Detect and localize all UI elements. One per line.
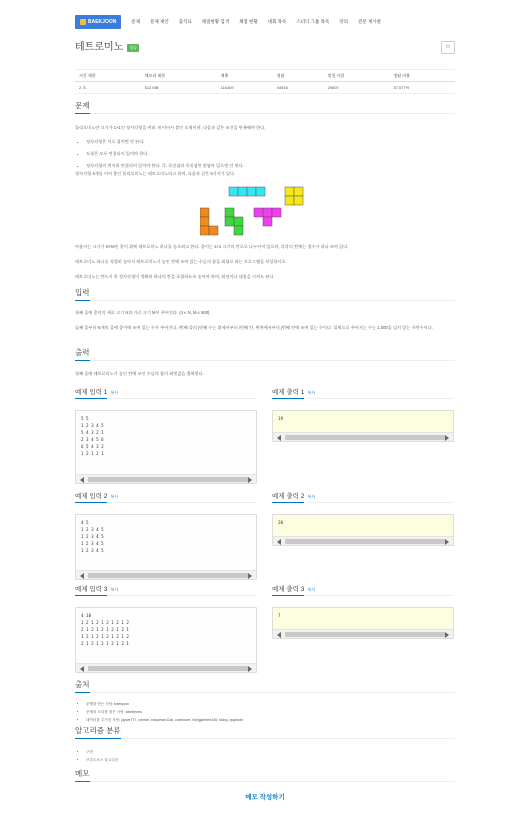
scroll-right-icon[interactable]	[248, 666, 252, 672]
example-input-label: 예제 입력 3	[75, 585, 107, 596]
source-item: • 문제의 오타를 찾은 사람: lcbelieves	[86, 710, 450, 715]
problem-info-table	[75, 69, 455, 94]
problem-paragraph: 테트로미노 하나를 적절히 놓아서 테트로미노가 놓인 칸에 쓰여 있는 수들의 합을 최대로 하는 프로그램을 작성하시오.	[75, 258, 287, 264]
scroll-left-icon[interactable]	[80, 477, 84, 483]
header-time-limit: 시간 제한	[75, 70, 141, 82]
section-title: 입력	[75, 288, 90, 301]
example-input-3-header	[75, 585, 257, 596]
example-input-2[interactable]	[75, 514, 257, 580]
condition-item: • 정사각형은 서로 겹치면 안 된다.	[86, 139, 450, 145]
scroll-right-icon[interactable]	[445, 435, 449, 441]
logo-text: BAEKJOON	[88, 18, 117, 25]
scroll-thumb[interactable]	[285, 632, 445, 637]
horizontal-scrollbar[interactable]	[76, 474, 256, 483]
input-description	[75, 310, 455, 340]
nav-item-status-search[interactable]: 채점현황 검색	[201, 18, 230, 24]
source-item: • 데이터를 추가한 사람: jaywe777, crimlet, eduperan12ai, cubelover, h0ngjaehee345, skioq, qwplkxln	[86, 718, 450, 723]
scroll-left-icon[interactable]	[80, 666, 84, 672]
info-value-row	[75, 82, 455, 94]
site-logo[interactable]	[75, 15, 121, 29]
info-header-row	[75, 70, 455, 82]
scroll-left-icon[interactable]	[80, 573, 84, 579]
horizontal-scrollbar[interactable]	[76, 570, 256, 579]
scroll-thumb[interactable]	[88, 477, 248, 482]
copy-button[interactable]: 복사	[307, 390, 316, 395]
nav-item-lectures[interactable]: 강의	[339, 18, 348, 24]
section-problem-header	[75, 101, 455, 114]
copy-button[interactable]: 복사	[307, 494, 316, 499]
header-solved-users: 맞힌 사람	[324, 70, 390, 82]
value-solved-users: 29807	[324, 82, 390, 94]
example-output-2[interactable]	[272, 514, 454, 546]
scroll-left-icon[interactable]	[277, 632, 281, 638]
copy-button[interactable]: 복사	[307, 587, 316, 592]
input-paragraph: 첫째 줄에 종이의 세로 크기 N과 가로 크기 M이 주어진다. (4 ≤ N, M ≤ 500)	[75, 310, 210, 315]
example-output-label: 예제 출력 1	[272, 388, 304, 399]
scroll-right-icon[interactable]	[248, 477, 252, 483]
scroll-left-icon[interactable]	[277, 435, 281, 441]
scroll-right-icon[interactable]	[445, 539, 449, 545]
nav-item-status[interactable]: 채점 현황	[239, 18, 258, 24]
value-time-limit: 2 초	[75, 82, 141, 94]
header-accepted: 정답	[273, 70, 324, 82]
nav-item-problems[interactable]: 문제	[131, 18, 141, 24]
section-title: 문제	[75, 101, 90, 114]
scroll-right-icon[interactable]	[248, 573, 252, 579]
top-nav	[75, 14, 455, 30]
nav-item-attendance[interactable]: 출석표	[178, 18, 192, 24]
value-submissions: 116409	[217, 82, 273, 94]
nav-item-suggest[interactable]: 문제 제안	[150, 18, 169, 24]
scroll-left-icon[interactable]	[277, 539, 281, 545]
copy-button[interactable]: 복사	[110, 390, 119, 395]
horizontal-scrollbar[interactable]	[273, 629, 453, 638]
problem-paragraph: 테트로미노는 반드시 한 정사각형이 정확히 하나의 칸을 포함하도록 놓아야 하며, 회전이나 대칭을 시켜도 된다.	[75, 273, 275, 279]
output-description	[75, 371, 455, 386]
input-paragraph: 둘째 줄부터 N개의 줄에 종이에 쓰여 있는 수가 주어진다. i번째 줄의 j번째 수는 위에서부터 i번째 칸, 왼쪽에서부터 j번째 칸에 쓰여 있는 수이다. 입력으로 주어지는 수는 1,000을 넘지 않는 자연수이다.	[75, 324, 433, 330]
scroll-thumb[interactable]	[88, 573, 248, 578]
copy-button[interactable]: 복사	[110, 587, 119, 592]
example-input-3[interactable]	[75, 607, 257, 673]
nav-item-groups[interactable]: 스터디 그룹 목록	[296, 18, 330, 24]
scroll-right-icon[interactable]	[445, 632, 449, 638]
example-input-1[interactable]	[75, 410, 257, 484]
title-row	[75, 40, 455, 56]
value-memory-limit: 512 MB	[141, 82, 217, 94]
logo-icon	[80, 19, 86, 25]
star-icon: ☆	[445, 44, 451, 51]
algorithm-tag[interactable]: • 브루트포스 알고리즘	[86, 758, 450, 763]
section-memo-header	[75, 769, 455, 782]
algorithm-tag[interactable]: • 구현	[86, 750, 450, 755]
problem-conditions	[80, 139, 450, 175]
section-title: 출력	[75, 348, 90, 361]
header-submissions: 제출	[217, 70, 273, 82]
example-input-label: 예제 입력 2	[75, 492, 107, 503]
nav-item-board[interactable]: 전문 게시판	[358, 18, 381, 24]
example-output-text: 19	[278, 416, 284, 421]
section-input-header	[75, 288, 455, 301]
problem-title: 테트로미노	[75, 42, 124, 53]
example-input-text: 5 5 1 2 3 4 5 5 4 3 2 1 2 3 4 5 6 6 5 4 3 2 1 2 1 2 1	[81, 416, 104, 456]
example-output-label: 예제 출력 3	[272, 585, 304, 596]
example-input-1-header	[75, 388, 257, 399]
copy-button[interactable]: 복사	[110, 494, 119, 499]
section-output-header	[75, 348, 455, 361]
favorite-button[interactable]	[441, 41, 455, 54]
section-title: 메모	[75, 769, 90, 782]
problem-intro	[75, 125, 455, 140]
tetromino-intro	[75, 171, 455, 186]
intro-text: 폴리오미노란 크기가 1×1인 정사각형을 여러 개 이어서 붙인 도형이며, 다음과 같은 조건을 만족해야 한다.	[75, 125, 266, 130]
example-input-text: 4 5 1 2 3 4 5 1 2 3 4 5 1 2 3 4 5 1 2 3 4 5	[81, 520, 104, 553]
condition-item: • 정사각형의 변끼리 연결되어 있어야 한다. 즉, 꼭짓점과 꼭짓점만 맞닿아 있으면 안 된다.	[86, 163, 450, 169]
problem-paragraph: 아름이는 크기가 N×M인 종이 위에 테트로미노 하나를 놓으려고 한다. 종이는 1×1 크기의 칸으로 나누어져 있으며, 각각의 칸에는 정수가 하나 쓰여 있다.	[75, 244, 349, 249]
horizontal-scrollbar[interactable]	[273, 536, 453, 545]
nav-item-contests[interactable]: 대회 목록	[267, 18, 287, 24]
tetromino-text: 정사각형 4개를 이어 붙인 폴리오미노는 테트로미노라고 하며, 다음과 같은 5가지가 있다.	[75, 171, 236, 176]
horizontal-scrollbar[interactable]	[76, 663, 256, 672]
value-accepted: 44915	[273, 82, 324, 94]
write-memo-button[interactable]: 메모 작성하기	[245, 794, 285, 801]
example-input-label: 예제 입력 1	[75, 388, 107, 399]
section-algorithm-header	[75, 726, 455, 739]
example-output-text: 20	[278, 520, 284, 525]
example-output-2-header	[272, 492, 454, 503]
example-output-1[interactable]	[272, 410, 454, 442]
header-ratio: 정답 비율	[389, 70, 455, 82]
example-input-text: 4 10 1 2 1 2 1 2 1 2 1 2 2 1 2 1 2 1 2 1 2 1 1 2 1 2 1 2 1 2 1 2 2 1 2 1 2 1 2 1 2 1	[81, 613, 129, 646]
example-output-1-header	[272, 388, 454, 399]
status-badge: 성공	[129, 45, 138, 51]
example-output-text: 7	[278, 613, 281, 618]
value-ratio: 37.577%	[389, 82, 455, 94]
header-memory-limit: 메모리 제한	[141, 70, 217, 82]
horizontal-scrollbar[interactable]	[273, 432, 453, 441]
tetromino-illustration	[200, 186, 310, 236]
problem-body	[75, 244, 455, 289]
section-source-header	[75, 680, 455, 693]
example-output-3-header	[272, 585, 454, 596]
source-list	[80, 702, 450, 726]
scroll-thumb[interactable]	[285, 435, 445, 440]
scroll-thumb[interactable]	[88, 666, 248, 671]
section-title: 알고리즘 분류	[75, 726, 121, 739]
example-output-3[interactable]	[272, 607, 454, 639]
section-title: 출처	[75, 680, 90, 693]
example-output-label: 예제 출력 2	[272, 492, 304, 503]
output-paragraph: 첫째 줄에 테트로미노가 놓인 칸에 쓰인 수들의 합의 최댓값을 출력한다.	[75, 371, 204, 376]
scroll-thumb[interactable]	[285, 539, 445, 544]
condition-item: • 도형은 모두 연결되어 있어야 한다.	[86, 151, 450, 157]
source-item: • 문제를 만든 사람: baekjoon	[86, 702, 450, 707]
example-input-2-header	[75, 492, 257, 503]
algorithm-list	[80, 750, 450, 766]
